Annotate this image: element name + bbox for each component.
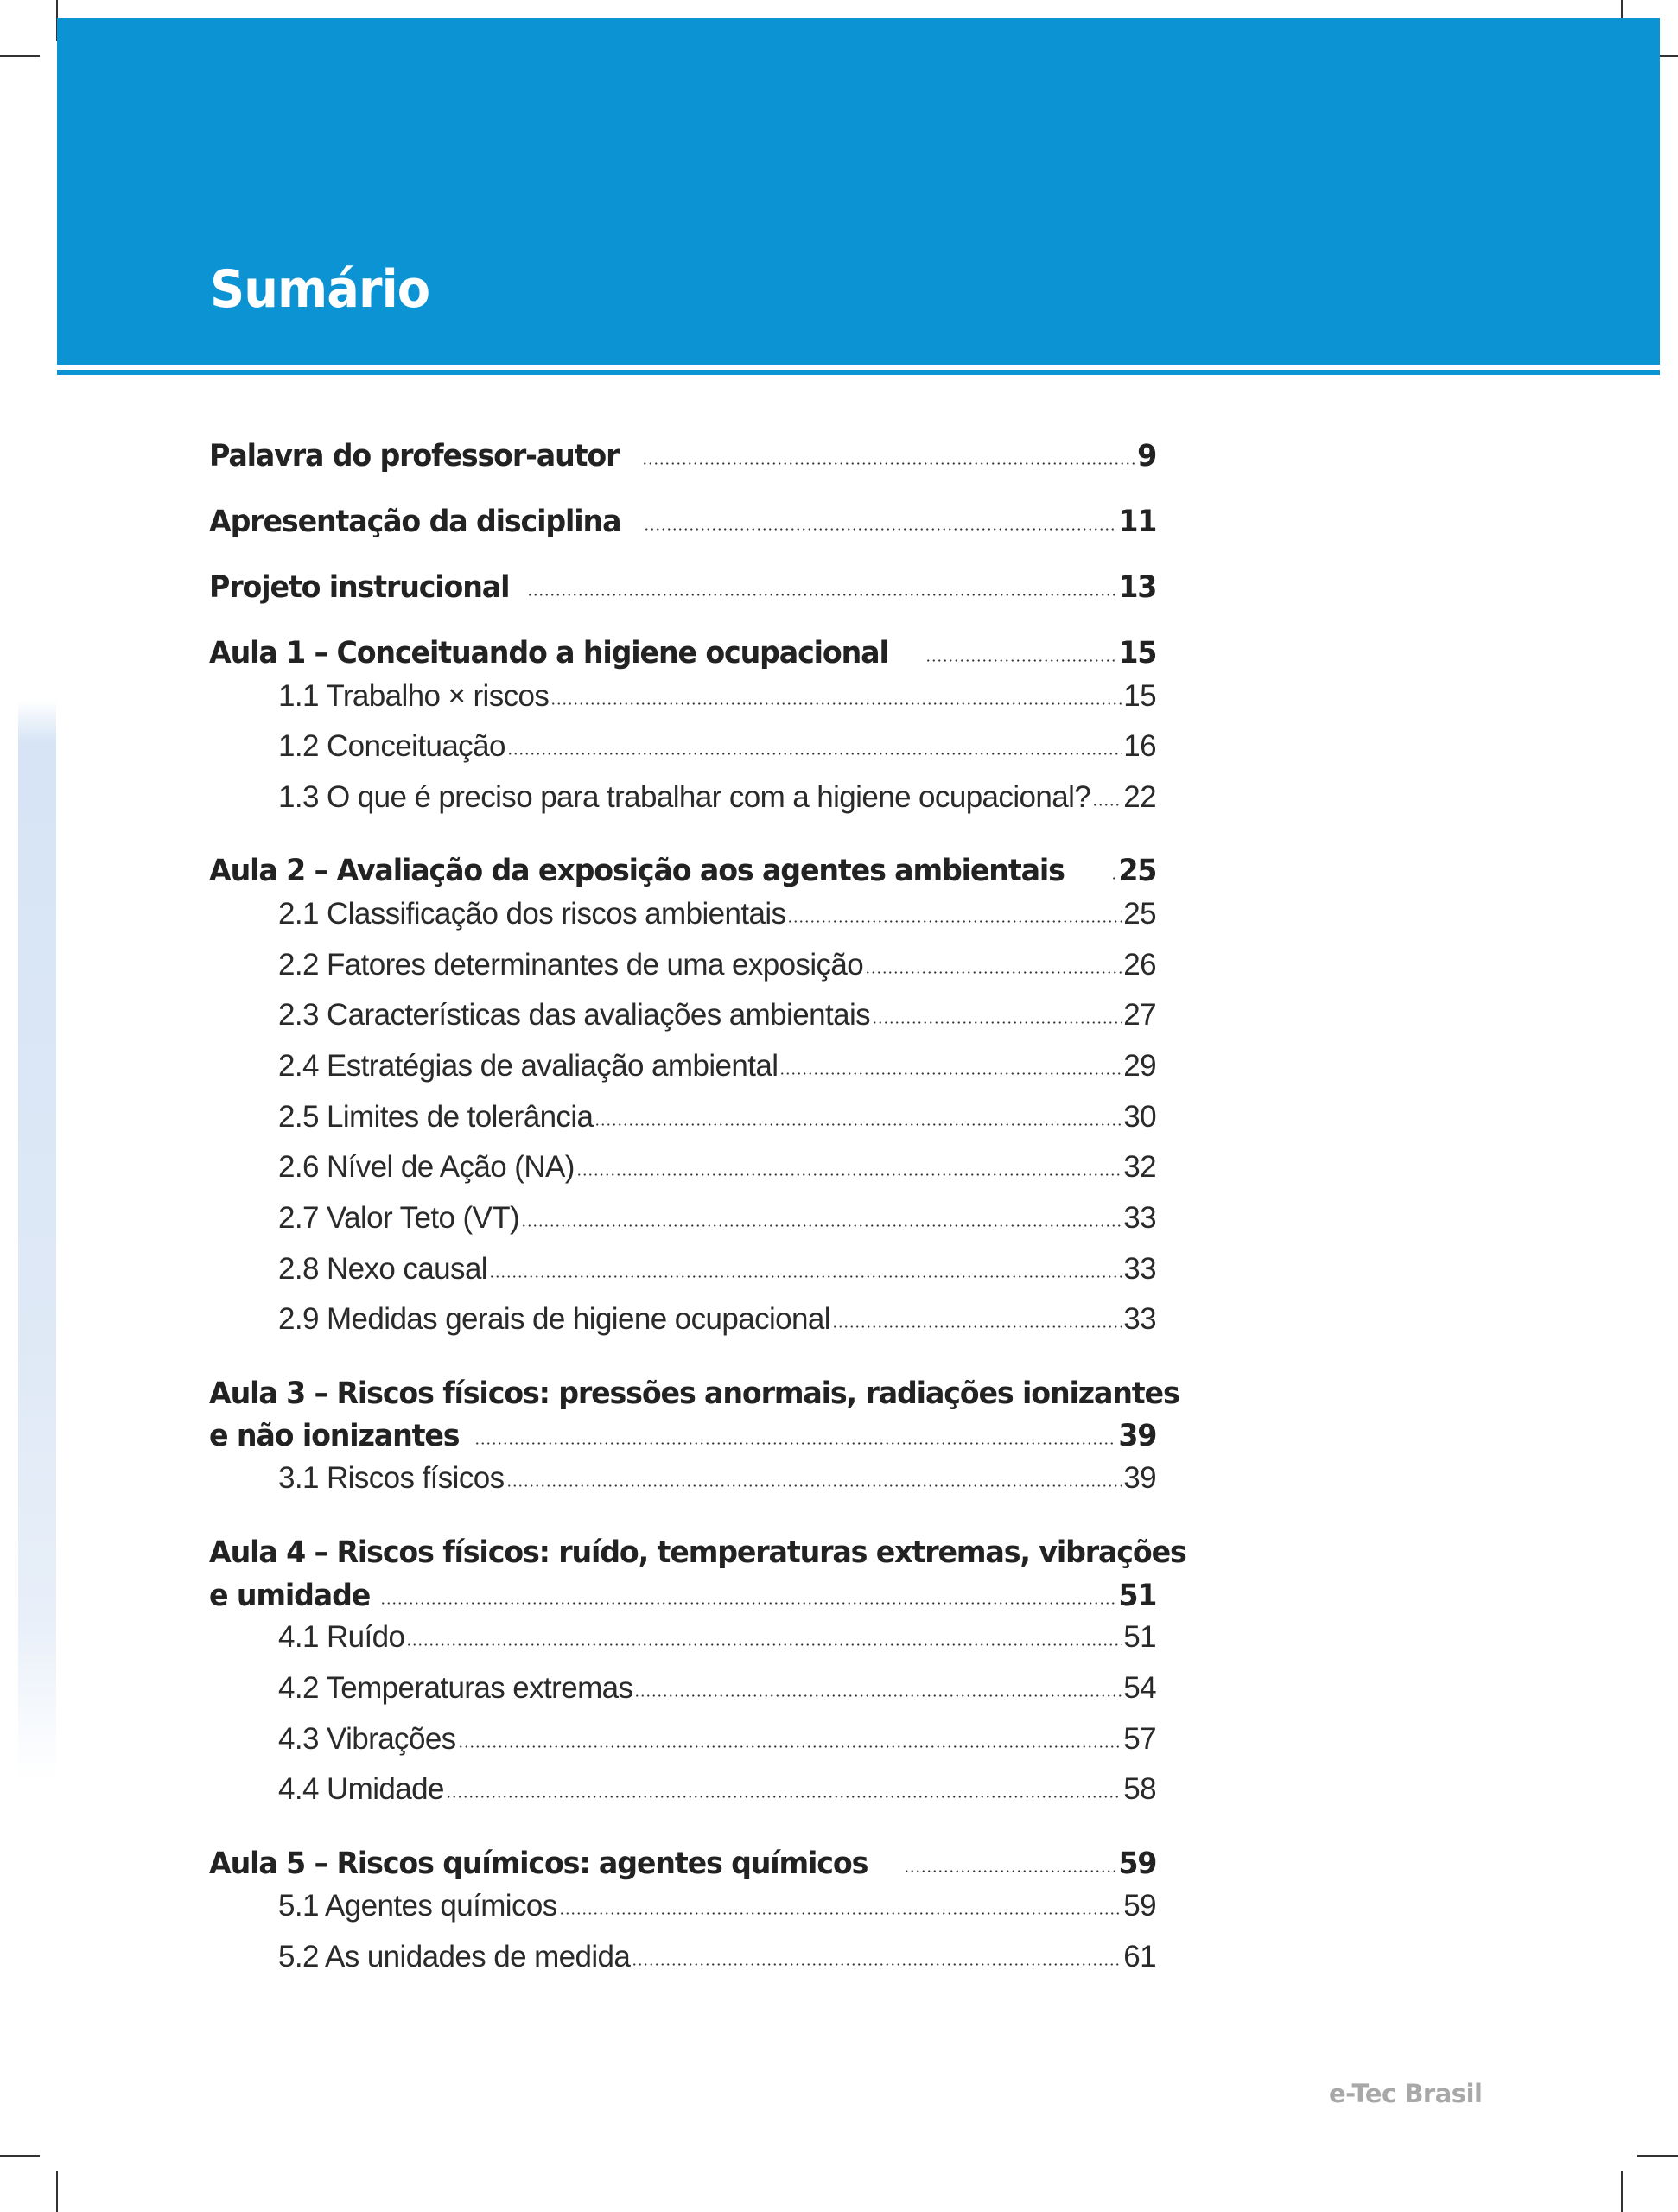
toc-entry-section[interactable] [209, 1201, 1156, 1236]
toc-entry-section[interactable] [209, 1049, 1156, 1084]
dot-leader [527, 594, 1115, 596]
toc-entry-section[interactable] [209, 780, 1156, 815]
toc-entry-lesson[interactable] [209, 1419, 1156, 1453]
toc-entry-page-number: 25 [1123, 897, 1156, 931]
toc-entry-page-number: 30 [1123, 1100, 1156, 1134]
toc-entry-label: 1.1 Trabalho × riscos [278, 679, 550, 713]
toc-entry-page-number: 15 [1123, 679, 1156, 713]
toc-entry-page-number: 51 [1123, 1620, 1156, 1654]
toc-entry-section[interactable] [209, 1302, 1156, 1337]
header-underline-stripe [57, 370, 1660, 375]
toc-entry-label: 4.4 Umidade [278, 1772, 444, 1806]
toc-entry-page-number: 22 [1123, 780, 1156, 814]
toc-entry-page-number: 33 [1123, 1201, 1156, 1235]
toc-entry-label: 2.9 Medidas gerais de higiene ocupacional [278, 1302, 830, 1336]
crop-mark-bottom-left-vertical [56, 2171, 58, 2212]
dot-leader [644, 528, 1114, 531]
toc-entry-lesson[interactable] [209, 636, 1156, 671]
toc-entry-label: e umidade [209, 1579, 371, 1613]
dot-leader [632, 1963, 1122, 1966]
toc-entry-section[interactable] [209, 1620, 1156, 1655]
toc-entry-label: 2.8 Nexo causal [278, 1252, 487, 1286]
toc-entry-page-number: 9 [1137, 439, 1156, 474]
toc-entry-section[interactable] [209, 1772, 1156, 1807]
dot-leader [576, 1173, 1122, 1176]
dot-leader [634, 1694, 1122, 1697]
toc-entry-front-matter[interactable] [209, 505, 1156, 539]
dot-leader [904, 1870, 1114, 1872]
side-decorative-strip [18, 700, 56, 1780]
toc-entry-page-number: 13 [1118, 570, 1156, 605]
dot-leader [380, 1602, 1115, 1605]
toc-entry-label: Palavra do professor-autor [209, 439, 620, 474]
toc-lesson-title-line[interactable]: Aula 4 – Riscos físicos: ruído, temperaturas extremas, vibrações [209, 1535, 1186, 1570]
toc-entry-section[interactable] [209, 998, 1156, 1033]
toc-entry-label: Aula 1 – Conceituando a higiene ocupacional [209, 636, 888, 671]
toc-entry-section[interactable] [209, 1150, 1156, 1185]
toc-entry-label: 5.2 As unidades de medida [278, 1940, 631, 1974]
toc-entry-section[interactable] [209, 1461, 1156, 1496]
toc-entry-label: 4.3 Vibrações [278, 1722, 456, 1756]
dot-leader [865, 971, 1122, 974]
toc-entry-label: 4.1 Ruído [278, 1620, 405, 1654]
toc-entry-label: Aula 5 – Riscos químicos: agentes químicos [209, 1847, 868, 1881]
toc-entry-label: 2.2 Fatores determinantes de uma exposição [278, 948, 864, 982]
dot-leader [458, 1745, 1122, 1748]
crop-mark-bottom-right-vertical [1621, 2171, 1623, 2212]
crop-mark-bottom-left-horizontal [0, 2155, 40, 2157]
toc-entry-page-number: 25 [1118, 854, 1156, 888]
toc-entry-section[interactable] [209, 1671, 1156, 1706]
toc-entry-label: 4.2 Temperaturas extremas [278, 1671, 633, 1705]
toc-entry-label: 2.3 Características das avaliações ambientais [278, 998, 871, 1032]
dot-leader [787, 920, 1122, 923]
toc-entry-section[interactable] [209, 897, 1156, 931]
dot-leader [489, 1275, 1122, 1278]
toc-entry-page-number: 59 [1118, 1847, 1156, 1881]
toc-entry-label: 1.2 Conceituação [278, 729, 505, 763]
dot-leader [474, 1442, 1115, 1445]
toc-entry-page-number: 33 [1123, 1302, 1156, 1336]
toc-entry-page-number: 33 [1123, 1252, 1156, 1286]
toc-entry-page-number: 57 [1123, 1722, 1156, 1756]
toc-entry-page-number: 26 [1123, 948, 1156, 982]
dot-leader [779, 1072, 1122, 1075]
dot-leader [559, 1912, 1122, 1915]
toc-entry-label: 2.4 Estratégias de avaliação ambiental [278, 1049, 779, 1083]
footer-brand: e-Tec Brasil [1329, 2079, 1483, 2108]
toc-entry-page-number: 16 [1123, 729, 1156, 763]
toc-entry-front-matter[interactable] [209, 570, 1156, 605]
toc-entry-page-number: 54 [1123, 1671, 1156, 1705]
dot-leader [642, 462, 1135, 465]
toc-entry-section[interactable] [209, 1100, 1156, 1135]
dot-leader [1111, 877, 1115, 880]
toc-entry-label: Apresentação da disciplina [209, 505, 621, 539]
dot-leader [925, 659, 1115, 662]
toc-entry-section[interactable] [209, 1940, 1156, 1974]
dot-leader [1092, 804, 1122, 806]
toc-entry-page-number: 39 [1118, 1419, 1156, 1453]
dot-leader [832, 1325, 1122, 1328]
toc-entry-label: 5.1 Agentes químicos [278, 1889, 557, 1923]
toc-entry-label: e não ionizantes [209, 1419, 460, 1453]
dot-leader [521, 1224, 1122, 1227]
dot-leader [406, 1643, 1122, 1646]
crop-mark-bottom-right-horizontal [1637, 2155, 1678, 2157]
toc-entry-label: 2.7 Valor Teto (VT) [278, 1201, 520, 1235]
toc-entry-page-number: 51 [1118, 1579, 1156, 1613]
toc-entry-page-number: 27 [1123, 998, 1156, 1032]
toc-entry-page-number: 32 [1123, 1150, 1156, 1184]
toc-entry-page-number: 59 [1123, 1889, 1156, 1923]
toc-entry-section[interactable] [209, 729, 1156, 764]
toc-lesson-title-line[interactable]: Aula 3 – Riscos físicos: pressões anormais, radiações ionizantes [209, 1376, 1179, 1411]
toc-entry-lesson[interactable] [209, 1579, 1156, 1613]
toc-entry-section[interactable] [209, 679, 1156, 714]
toc-entry-page-number: 61 [1123, 1940, 1156, 1974]
toc-entry-section[interactable] [209, 1722, 1156, 1757]
toc-entry-lesson[interactable] [209, 1847, 1156, 1881]
toc-entry-page-number: 29 [1123, 1049, 1156, 1083]
toc-entry-lesson[interactable] [209, 854, 1156, 888]
page-title: Sumário [210, 259, 430, 320]
toc-entry-front-matter[interactable] [209, 439, 1156, 474]
toc-entry-label: 2.5 Limites de tolerância [278, 1100, 594, 1134]
toc-entry-section[interactable] [209, 1889, 1156, 1923]
toc-entry-page-number: 15 [1118, 636, 1156, 671]
dot-leader [594, 1123, 1122, 1126]
toc-entry-label: Projeto instrucional [209, 570, 510, 605]
toc-entry-page-number: 11 [1118, 505, 1156, 539]
toc-entry-section[interactable] [209, 948, 1156, 982]
toc-entry-section[interactable] [209, 1252, 1156, 1287]
dot-leader [872, 1021, 1122, 1024]
dot-leader [446, 1796, 1122, 1798]
dot-leader [507, 753, 1122, 755]
toc-entry-label: 2.6 Nível de Ação (NA) [278, 1150, 575, 1184]
crop-mark-top-left-horizontal [0, 55, 40, 57]
toc-entry-label: 2.1 Classificação dos riscos ambientais [278, 897, 786, 931]
toc-entry-label: 3.1 Riscos físicos [278, 1461, 505, 1495]
toc-entry-label: Aula 2 – Avaliação da exposição aos agentes ambientais [209, 854, 1065, 888]
dot-leader [506, 1484, 1122, 1487]
dot-leader [550, 702, 1122, 705]
toc-entry-page-number: 39 [1123, 1461, 1156, 1495]
toc-entry-label: 1.3 O que é preciso para trabalhar com a higiene ocupacional? [278, 780, 1091, 814]
toc-entry-page-number: 58 [1123, 1772, 1156, 1806]
